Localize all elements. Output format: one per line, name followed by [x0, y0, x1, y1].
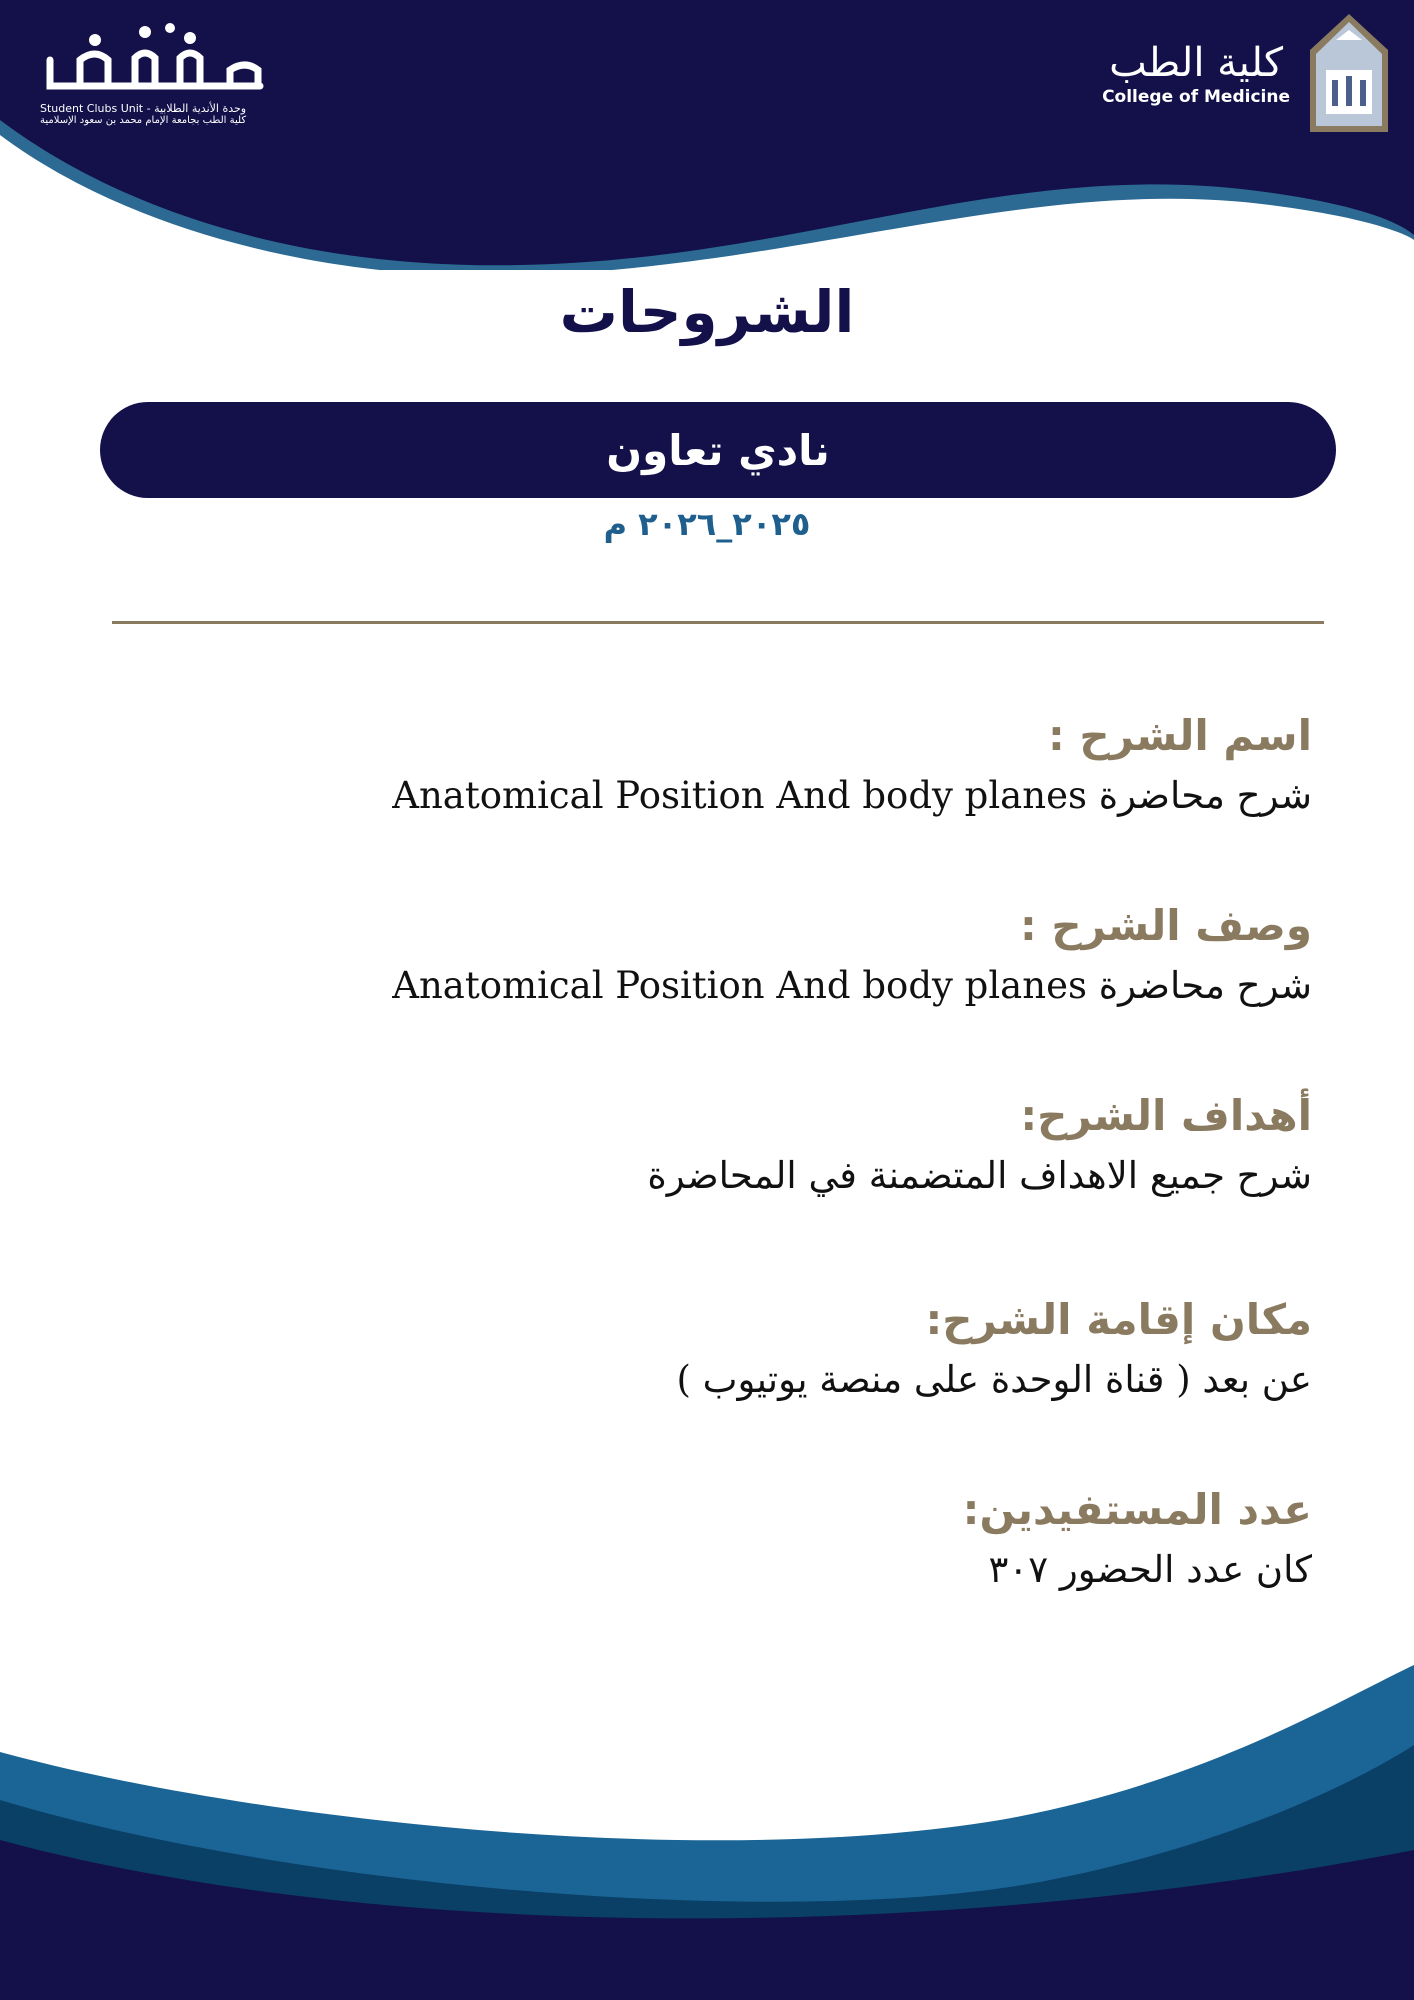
section-name [392, 708, 1312, 824]
college-of-medicine-logo [1102, 8, 1392, 138]
section-value: كان عدد الحضور ٣٠٧ [988, 1548, 1312, 1591]
section-value: شرح محاضرة Anatomical Position And body planes [392, 964, 1312, 1007]
section-value: شرح جميع الاهداف المتضمنة في المحاضرة [647, 1154, 1312, 1197]
section-label: اسم الشرح : [1048, 711, 1312, 760]
page-title: الشروحات [559, 278, 855, 346]
section-label: مكان إقامة الشرح: [925, 1295, 1312, 1344]
college-name-arabic: كلية الطب [1109, 40, 1283, 86]
section-beneficiaries [963, 1482, 1312, 1598]
section-location [676, 1292, 1312, 1408]
student-clubs-logo [40, 18, 280, 148]
academic-year: ٢٠٢٥_٢٠٢٦ م [603, 505, 811, 543]
section-label: عدد المستفيدين: [962, 1485, 1312, 1534]
college-name-english: College of Medicine [1102, 87, 1290, 107]
club-name: نادي تعاون [606, 425, 830, 475]
section-description [392, 898, 1312, 1014]
clubs-university-label: كلية الطب بجامعة الإمام محمد بن سعود الإسلامية [40, 115, 247, 126]
section-label: أهداف الشرح: [1020, 1091, 1312, 1140]
club-name-banner [100, 402, 1336, 498]
section-value: شرح محاضرة Anatomical Position And body planes [392, 774, 1312, 817]
section-value: عن بعد ( قناة الوحدة على منصة يوتيوب ) [676, 1358, 1312, 1401]
section-objectives [647, 1088, 1312, 1204]
divider [112, 621, 1324, 624]
section-label: وصف الشرح : [1019, 901, 1312, 950]
clubs-unit-label: Student Clubs Unit - وحدة الأندية الطلابية [40, 102, 247, 115]
college-emblem-icon [1306, 10, 1392, 136]
student-clubs-logo-icon [40, 18, 265, 98]
